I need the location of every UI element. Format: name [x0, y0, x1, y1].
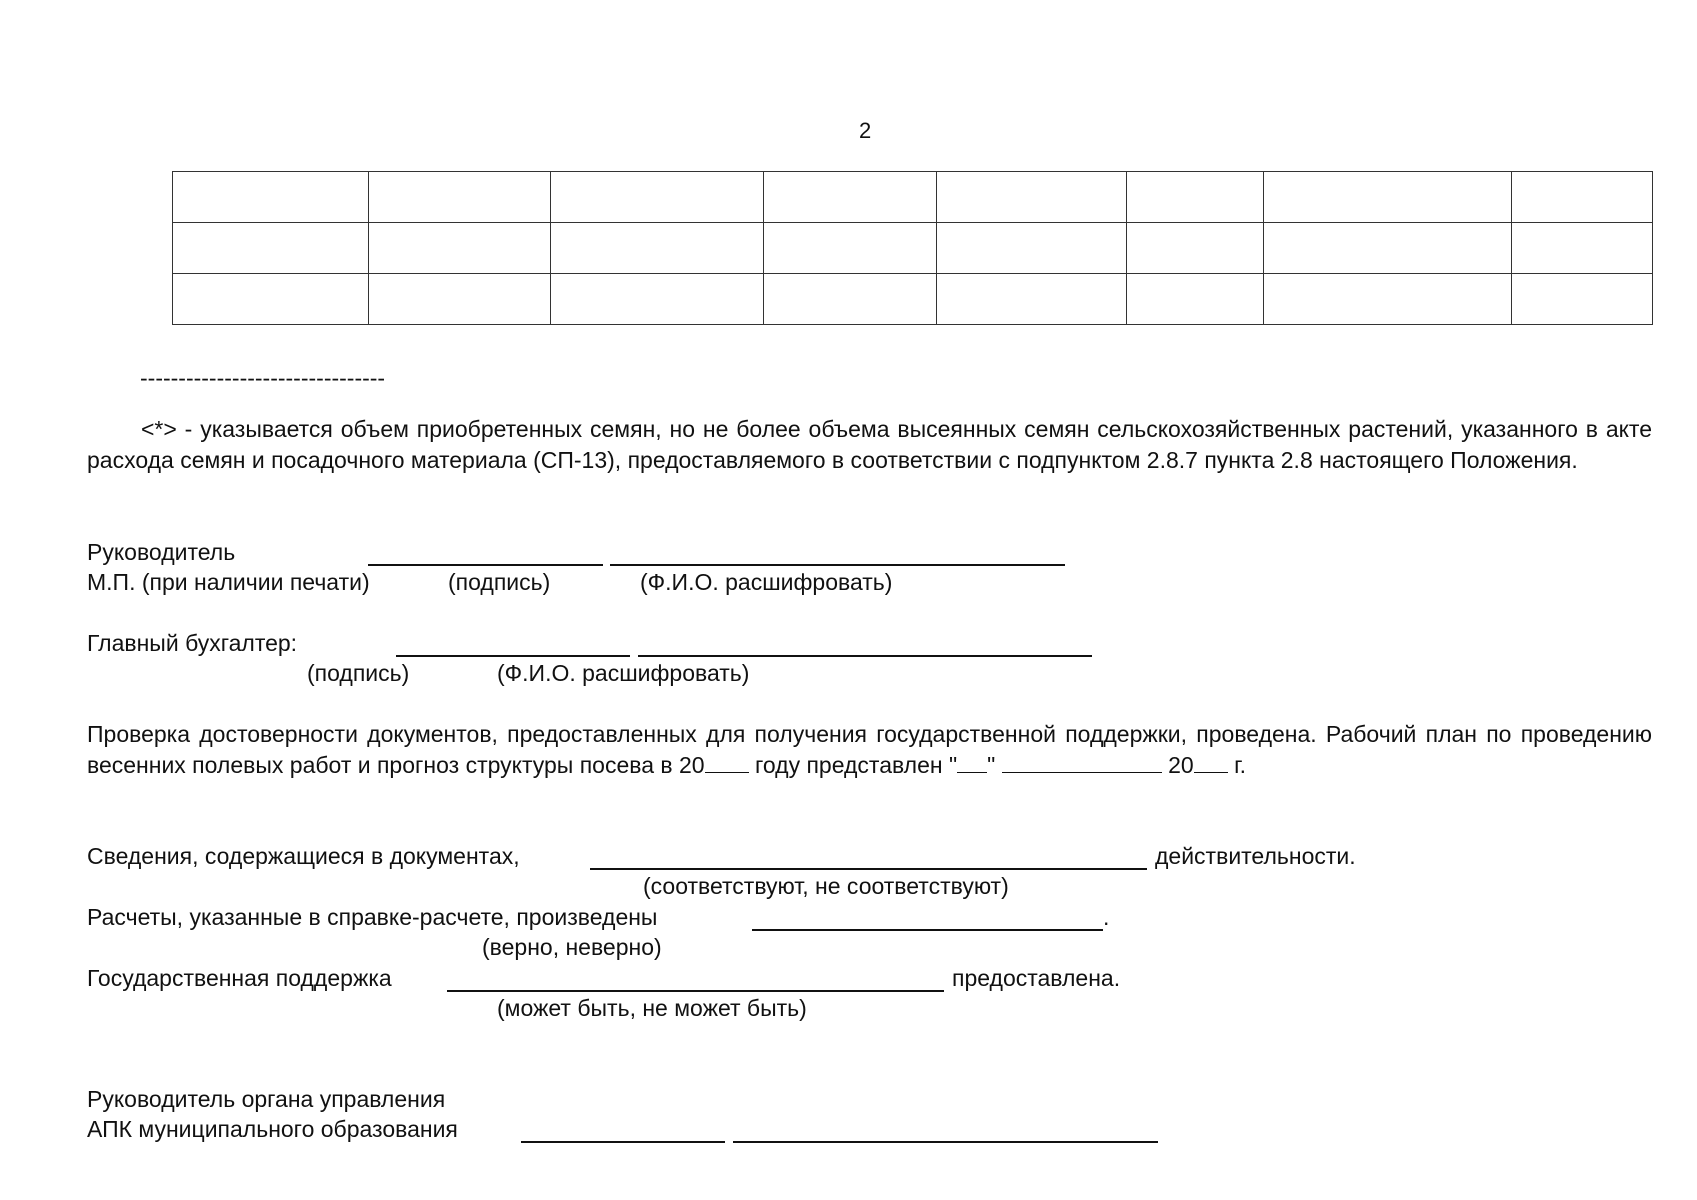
support-blank[interactable] — [447, 990, 944, 992]
table-cell[interactable] — [937, 274, 1127, 325]
table-cell[interactable] — [551, 223, 764, 274]
info-hint: (соответствуют, не соответствуют) — [643, 873, 1009, 899]
table-cell[interactable] — [1127, 172, 1264, 223]
table-cell[interactable] — [764, 274, 937, 325]
table-cell[interactable] — [1127, 223, 1264, 274]
table-cell[interactable] — [173, 172, 369, 223]
submit-year-blank[interactable] — [1194, 771, 1228, 773]
agency-head-signature-blank[interactable] — [521, 1141, 725, 1143]
support-label: Государственная поддержка — [87, 965, 392, 991]
verification-paragraph — [87, 719, 1652, 781]
calculations-hint: (верно, неверно) — [482, 934, 662, 960]
chief-accountant-signature-hint: (подпись) — [307, 660, 410, 686]
plan-year-blank[interactable] — [705, 771, 749, 773]
table-cell[interactable] — [551, 274, 764, 325]
table-cell[interactable] — [369, 172, 551, 223]
table-cell[interactable] — [1264, 223, 1512, 274]
info-label: Сведения, содержащиеся в документах, — [87, 843, 520, 869]
support-suffix: предоставлена. — [952, 965, 1121, 991]
year-prefix: 20 — [1161, 752, 1194, 778]
footnote-text: <*> - указывается объем приобретенных семян, но не более объема высеянных семян сельскохозяйственных растений, указанного в акте расхода семян и посадочного материала (СП-13), предоставляемого в соответствии с подпунктом 2.8.7 пункта 2.8 настоящего Положения. — [87, 416, 1652, 473]
footnote-separator: -------------------------------- — [140, 365, 386, 391]
calculations-label: Расчеты, указанные в справке-расчете, произведены — [87, 904, 658, 930]
submit-day-blank[interactable] — [957, 771, 987, 773]
table-cell[interactable] — [173, 223, 369, 274]
verification-text: Проверка достоверности документов, предоставленных для получения государственной поддержки, проведена. Рабочий план по проведению весенних полевых работ и прогноз структуры посева в 20 — [87, 721, 1652, 778]
table-cell[interactable] — [369, 223, 551, 274]
support-hint: (может быть, не может быть) — [497, 995, 807, 1021]
table-cell[interactable] — [369, 274, 551, 325]
table-cell[interactable] — [764, 223, 937, 274]
table-cell[interactable] — [1512, 274, 1653, 325]
head-label: Руководитель — [87, 539, 236, 565]
head-name-blank[interactable] — [610, 564, 1065, 566]
table-cell[interactable] — [1512, 223, 1653, 274]
table-cell[interactable] — [764, 172, 937, 223]
data-table — [172, 171, 1653, 325]
calculations-suffix: . — [1103, 904, 1110, 930]
info-blank[interactable] — [590, 868, 1147, 870]
table-cell[interactable] — [173, 274, 369, 325]
table-cell[interactable] — [1127, 274, 1264, 325]
agency-head-name-blank[interactable] — [733, 1141, 1158, 1143]
table-cell[interactable] — [551, 172, 764, 223]
chief-accountant-label: Главный бухгалтер: — [87, 630, 298, 656]
head-name-hint: (Ф.И.О. расшифровать) — [640, 569, 893, 595]
table-row — [173, 223, 1653, 274]
quote-close: " — [987, 752, 996, 778]
table-cell[interactable] — [1512, 172, 1653, 223]
chief-accountant-name-hint: (Ф.И.О. расшифровать) — [497, 660, 750, 686]
head-signature-hint: (подпись) — [448, 569, 551, 595]
stamp-label: М.П. (при наличии печати) — [87, 569, 370, 595]
submit-month-blank[interactable] — [1002, 771, 1162, 773]
table-cell[interactable] — [1264, 274, 1512, 325]
year-suffix: г. — [1227, 752, 1247, 778]
table-cell[interactable] — [937, 172, 1127, 223]
table-cell[interactable] — [937, 223, 1127, 274]
info-suffix: действительности. — [1155, 843, 1356, 869]
chief-accountant-name-blank[interactable] — [638, 655, 1092, 657]
calculations-blank[interactable] — [752, 929, 1103, 931]
page-number: 2 — [859, 118, 872, 143]
table-row — [173, 274, 1653, 325]
chief-accountant-signature-blank[interactable] — [396, 655, 630, 657]
head-signature-blank[interactable] — [368, 564, 603, 566]
agency-head-line2: АПК муниципального образования — [87, 1116, 458, 1142]
table-row — [173, 172, 1653, 223]
verification-mid: году представлен " — [748, 752, 958, 778]
agency-head-line1: Руководитель органа управления — [87, 1086, 446, 1112]
table-cell[interactable] — [1264, 172, 1512, 223]
